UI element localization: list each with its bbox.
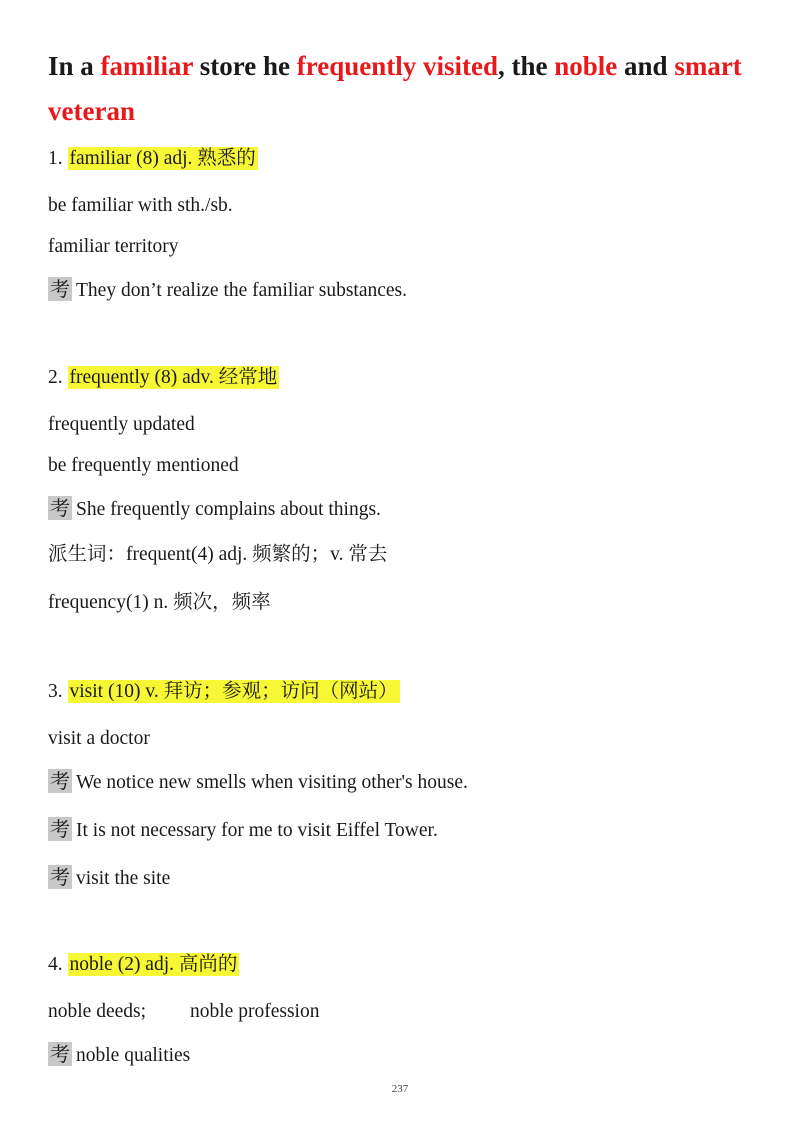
exam-example-line [48, 495, 381, 523]
page-number: 237 [391, 1083, 409, 1095]
entry-heading-frequently [48, 365, 279, 391]
phrase-text: noble deeds; [48, 1001, 147, 1022]
title-keyword: veteran [48, 96, 135, 126]
phrase-text: noble profession [190, 1001, 320, 1022]
title-keyword: familiar [100, 51, 194, 81]
entry-number: 2. [48, 367, 63, 388]
entry-number: 1. [48, 148, 63, 169]
exam-example-line [48, 276, 407, 304]
exam-example-line [48, 864, 170, 892]
title-part: In a [48, 51, 101, 81]
page-title [48, 44, 768, 134]
phrase-text: familiar territory [48, 236, 179, 257]
exam-example-text: noble qualities [76, 1045, 191, 1066]
exam-example-line [48, 1041, 190, 1069]
exam-marker: 考 [50, 1042, 70, 1066]
title-part: store he [193, 51, 297, 81]
title-part: and [617, 51, 675, 81]
exam-example-text: She frequently complains about things. [76, 499, 381, 520]
title-keyword: frequently visited [296, 51, 498, 81]
title-keyword: noble [554, 51, 618, 81]
entry-heading-visit [48, 679, 400, 705]
entry-number: 4. [48, 954, 63, 975]
exam-marker: 考 [50, 817, 70, 841]
phrase-line [48, 453, 239, 479]
exam-example-text: They don’t realize the familiar substances. [76, 280, 408, 301]
entry-headword: visit (10) v. 拜访；参观；访问（网站） [69, 681, 398, 702]
exam-marker: 考 [50, 496, 70, 520]
phrase-text: frequently updated [48, 414, 195, 435]
exam-marker: 考 [50, 769, 70, 793]
phrase-line [48, 234, 178, 260]
entry-heading-noble [48, 952, 239, 978]
exam-example-text: We notice new smells when visiting other's house. [76, 772, 468, 793]
entry-heading-familiar [48, 146, 258, 172]
derivative-text: 派生词：frequent(4) adj. 频繁的；v. 常去 [48, 544, 388, 565]
derivative-line [48, 542, 387, 568]
exam-example-line [48, 768, 468, 796]
exam-example-line [48, 816, 438, 844]
entry-number: 3. [48, 681, 63, 702]
derivative-line [48, 590, 271, 616]
phrase-text: visit a doctor [48, 728, 150, 749]
exam-marker: 考 [50, 865, 70, 889]
phrase-line [48, 412, 195, 438]
exam-marker: 考 [50, 277, 70, 301]
entry-headword: familiar (8) adj. 熟悉的 [69, 148, 256, 169]
phrase-line [48, 999, 319, 1025]
derivative-text: frequency(1) n. 频次，频率 [48, 592, 271, 613]
exam-example-text: visit the site [76, 868, 171, 889]
phrase-text: be frequently mentioned [48, 455, 239, 476]
title-part: , the [498, 51, 555, 81]
phrase-line [48, 193, 233, 219]
entry-headword: frequently (8) adv. 经常地 [69, 367, 278, 388]
phrase-text: be familiar with sth./sb. [48, 195, 233, 216]
title-keyword: smart [674, 51, 742, 81]
phrase-line [48, 726, 150, 752]
exam-example-text: It is not necessary for me to visit Eiffel Tower. [76, 820, 438, 841]
entry-headword: noble (2) adj. 高尚的 [69, 954, 238, 975]
